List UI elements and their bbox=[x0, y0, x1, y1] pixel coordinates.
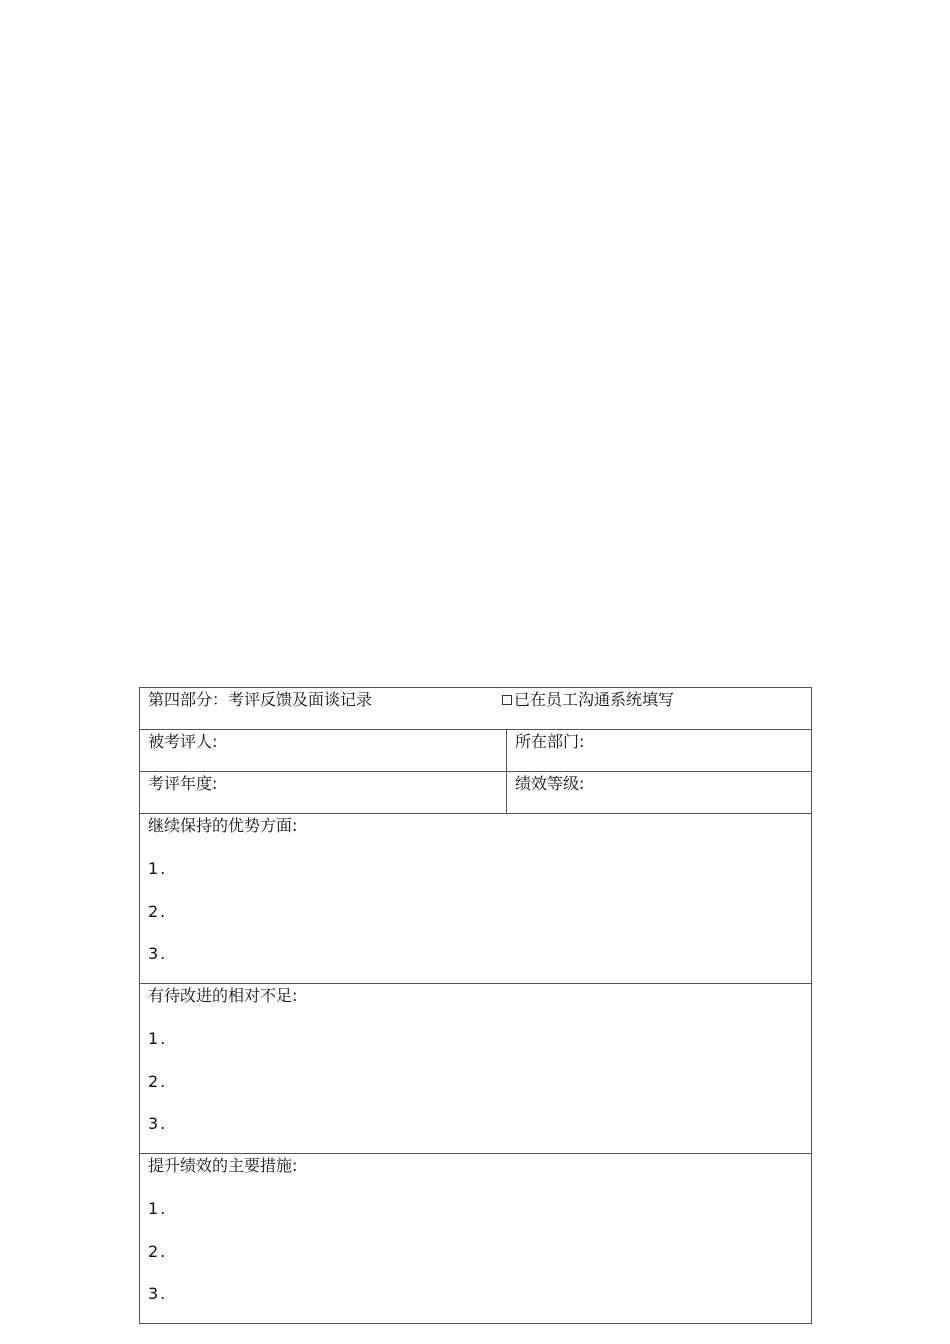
weaknesses-section[interactable] bbox=[140, 984, 812, 1154]
strengths-section[interactable] bbox=[140, 814, 812, 984]
grade-field[interactable] bbox=[507, 772, 812, 814]
form-header-cell bbox=[140, 688, 812, 730]
measures-item-2: 2. bbox=[148, 1241, 168, 1261]
appraisee-row bbox=[140, 730, 812, 772]
weaknesses-item-3: 3. bbox=[148, 1114, 168, 1133]
weaknesses-item-1: 1. bbox=[148, 1029, 168, 1048]
measures-title: 提升绩效的主要措施: bbox=[148, 1156, 298, 1175]
strengths-item-2: 2. bbox=[148, 901, 168, 921]
weaknesses-item-2: 2. bbox=[148, 1071, 168, 1091]
strengths-title: 继续保持的优势方面: bbox=[148, 816, 298, 835]
appraisee-label: 被考评人: bbox=[148, 732, 218, 751]
strengths-item-1: 1. bbox=[148, 859, 168, 878]
appraisee-field[interactable] bbox=[140, 730, 507, 772]
measures-row bbox=[140, 1154, 812, 1324]
strengths-row bbox=[140, 814, 812, 984]
checkbox-label: 已在员工沟通系统填写 bbox=[514, 690, 675, 709]
grade-label: 绩效等级: bbox=[515, 774, 585, 793]
year-field[interactable] bbox=[140, 772, 507, 814]
strengths-item-3: 3. bbox=[148, 944, 168, 963]
measures-item-3: 3. bbox=[148, 1284, 168, 1303]
form-header-row bbox=[140, 688, 812, 730]
section-title: 第四部分：考评反馈及面谈记录 bbox=[148, 690, 373, 709]
measures-item-1: 1. bbox=[148, 1199, 168, 1218]
system-filled-checkbox[interactable] bbox=[502, 690, 674, 710]
weaknesses-row bbox=[140, 984, 812, 1154]
appraisal-feedback-form bbox=[139, 687, 812, 1324]
checkbox-icon[interactable] bbox=[502, 695, 512, 705]
year-label: 考评年度: bbox=[148, 774, 218, 793]
department-label: 所在部门: bbox=[515, 732, 585, 751]
weaknesses-title: 有待改进的相对不足: bbox=[148, 986, 298, 1005]
department-field[interactable] bbox=[507, 730, 812, 772]
measures-section[interactable] bbox=[140, 1154, 812, 1324]
year-row bbox=[140, 772, 812, 814]
